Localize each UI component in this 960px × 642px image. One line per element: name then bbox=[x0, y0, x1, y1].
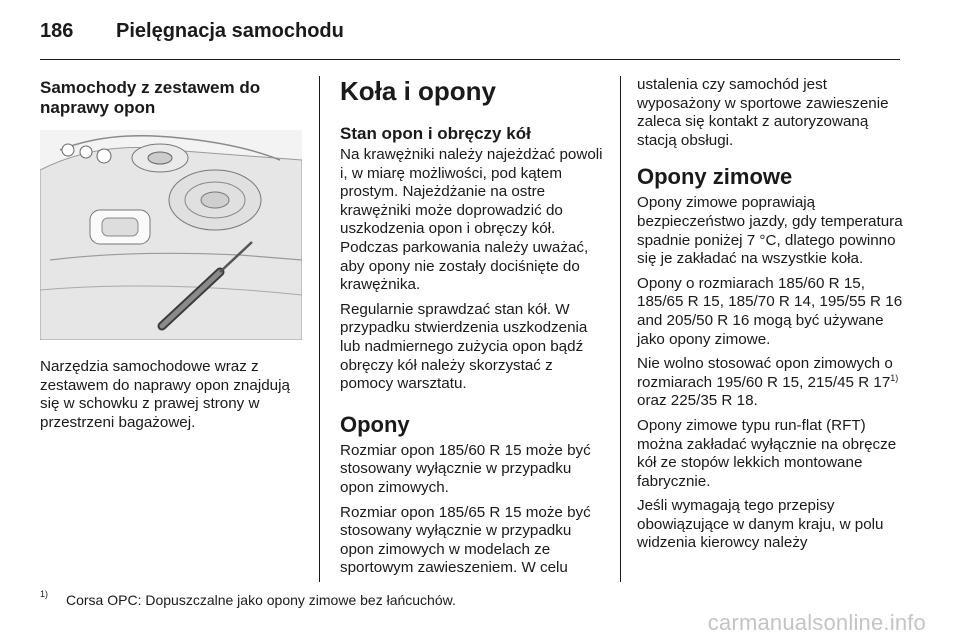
paragraph: Opony o rozmiarach 185/60 R 15, 185/65 R 15, 185/70 R 14, 195/55 R 16 and 205/50 R 16 mogą być używane jako opony zimowe. bbox=[637, 274, 903, 348]
tool-kit-drawing bbox=[40, 130, 302, 340]
column-divider-1 bbox=[319, 76, 320, 582]
column-middle bbox=[340, 76, 608, 584]
footnote-mark: 1) bbox=[40, 589, 49, 599]
footnote-text: Corsa OPC: Dopuszczalne jako opony zimowe bez łańcuchów. bbox=[66, 592, 456, 608]
paragraph: ustalenia czy samochód jest wyposażony w sportowe zawieszenie zaleca się kontakt z autoryzowaną stacją obsługi. bbox=[637, 76, 889, 149]
winter-tyres-heading: Opony zimowe bbox=[637, 164, 793, 190]
wheels-and-tyres-title: Koła i opony bbox=[340, 76, 496, 106]
paragraph: Rozmiar opon 185/65 R 15 może być stosowany wyłącznie w przypadku opon zimowych w modelach ze sportowym zawieszeniem. W celu bbox=[340, 503, 591, 577]
column-left bbox=[40, 76, 302, 438]
watermark: carmanualsonline.info bbox=[707, 610, 926, 635]
tool-kit-illustration bbox=[40, 130, 302, 340]
figure-caption: Narzędzia samochodowe wraz z zestawem do naprawy opon znajdują się w schowku z prawej strony w przestrzeni bagażowej. bbox=[40, 358, 290, 431]
paragraph: Opony zimowe poprawiają bezpieczeństwo jazdy, gdy temperatura spadnie poniżej 7 °C, dlatego powinno się je zakładać na wszystkie koła. bbox=[637, 194, 903, 268]
tyre-condition-heading: Stan opon i obręczy kół bbox=[340, 124, 531, 143]
paragraph: Opony zimowe typu run-flat (RFT) można zakładać wyłącznie na obręcze kół ze stopów lekkich montowane fabrycznie. bbox=[637, 416, 897, 490]
page-header bbox=[40, 16, 900, 52]
page-number: 186 bbox=[40, 20, 74, 42]
footnote-reference[interactable]: 1) bbox=[890, 372, 899, 383]
paragraph: Jeśli wymagają tego przepisy obowiązujące w danym kraju, w polu widzenia kierowcy należy bbox=[637, 497, 884, 552]
paragraph bbox=[637, 355, 912, 411]
paragraph-text: oraz 225/35 R 18. bbox=[637, 392, 758, 410]
paragraph-text: Nie wolno stosować opon zimowych o rozmiarach 195/60 R 15, 215/45 R 17 bbox=[637, 355, 893, 391]
column-divider-2 bbox=[620, 76, 621, 582]
header-rule bbox=[40, 59, 900, 60]
column-right bbox=[637, 76, 912, 559]
paragraph: Rozmiar opon 185/60 R 15 może być stosowany wyłącznie w przypadku opon zimowych. bbox=[340, 441, 591, 496]
paragraph: Na krawężniki należy najeżdżać powoli i, w miarę możliwości, pod kątem prostym. Najeżdżanie na ostre krawężniki może doprowadzić do uszkodzenia opon i obręczy kół. Podczas parkowania należy uważać, aby opony nie zostały dociśnięte do krawężnika. bbox=[340, 146, 603, 294]
paragraph: Regularnie sprawdzać stan kół. W przypadku stwierdzenia uszkodzenia lub nadmiernego zużycia opon bądź obręczy kół należy skorzystać z pomocy warsztatu. bbox=[340, 300, 588, 393]
tyre-repair-kit-heading: Samochody z zestawem do naprawy opon bbox=[40, 78, 261, 117]
chapter-title: Pielęgnacja samochodu bbox=[116, 20, 344, 42]
tyres-heading: Opony bbox=[340, 411, 410, 437]
